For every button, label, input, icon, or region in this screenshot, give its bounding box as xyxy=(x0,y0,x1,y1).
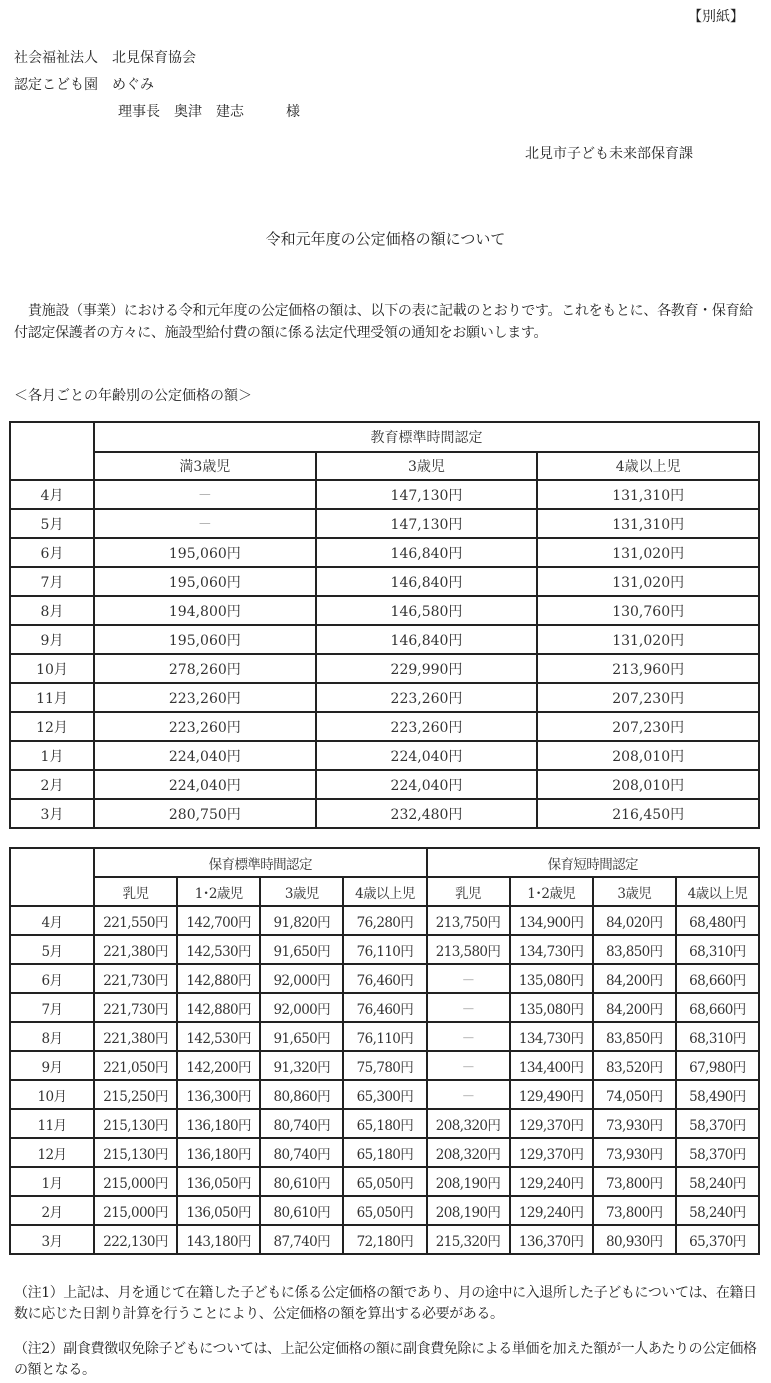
price-cell: 208,010円 xyxy=(537,741,759,770)
price-cell: 80,740円 xyxy=(260,1109,343,1138)
price-cell: 58,240円 xyxy=(676,1196,759,1225)
price-cell: 58,240円 xyxy=(676,1167,759,1196)
price-cell: 142,880円 xyxy=(177,964,260,993)
sender: 北見市子ども未来部保育課 xyxy=(525,146,693,162)
price-cell: 80,930円 xyxy=(593,1225,676,1254)
price-cell: 91,650円 xyxy=(260,1022,343,1051)
price-cell: 80,860円 xyxy=(260,1080,343,1109)
price-cell: 221,730円 xyxy=(94,993,177,1022)
price-cell: 84,020円 xyxy=(593,906,676,935)
education-standard-time-table xyxy=(9,421,760,829)
section-label: ＜各月ごとの年齢別の公定価格の額＞ xyxy=(14,388,252,404)
month-cell: 8月 xyxy=(10,596,94,625)
price-cell: － xyxy=(94,480,316,509)
price-cell: 146,840円 xyxy=(316,625,538,654)
price-cell: 213,580円 xyxy=(427,935,510,964)
price-cell: 221,380円 xyxy=(94,1022,177,1051)
price-cell: 74,050円 xyxy=(593,1080,676,1109)
price-cell: 129,490円 xyxy=(510,1080,593,1109)
month-cell: 7月 xyxy=(10,567,94,596)
price-cell: 221,730円 xyxy=(94,964,177,993)
price-cell: 195,060円 xyxy=(94,567,316,596)
price-cell: 83,850円 xyxy=(593,1022,676,1051)
table-row xyxy=(10,799,759,828)
month-cell: 8月 xyxy=(10,1022,94,1051)
month-cell: 12月 xyxy=(10,1138,94,1167)
price-cell: 215,320円 xyxy=(427,1225,510,1254)
price-cell: 215,130円 xyxy=(94,1138,177,1167)
table-row xyxy=(10,964,759,993)
price-cell: 68,660円 xyxy=(676,964,759,993)
price-cell: 80,610円 xyxy=(260,1196,343,1225)
month-cell: 5月 xyxy=(10,935,94,964)
price-cell: 65,370円 xyxy=(676,1225,759,1254)
price-cell: 142,530円 xyxy=(177,935,260,964)
table-row xyxy=(10,1051,759,1080)
price-cell: 142,880円 xyxy=(177,993,260,1022)
month-cell: 9月 xyxy=(10,1051,94,1080)
corner-cell xyxy=(10,848,94,906)
price-cell: 135,080円 xyxy=(510,993,593,1022)
price-cell: 208,010円 xyxy=(537,770,759,799)
group-header: 保育短時間認定 xyxy=(427,848,760,877)
price-cell: 213,960円 xyxy=(537,654,759,683)
table-row xyxy=(10,1225,759,1254)
price-cell: 142,200円 xyxy=(177,1051,260,1080)
note-1: （注1）上記は、月を通じて在籍した子どもに係る公定価格の額であり、月の途中に入退所した子どもについては、在籍日数に応じた日割り計算を行うことにより、公定価格の額を算出する必要がある。 xyxy=(14,1285,757,1322)
recipient-organization: 社会福祉法人 北見保育協会 xyxy=(14,50,196,66)
price-cell: 73,800円 xyxy=(593,1196,676,1225)
month-cell: 6月 xyxy=(10,964,94,993)
table-row xyxy=(10,1080,759,1109)
price-cell: 129,240円 xyxy=(510,1167,593,1196)
price-cell: 280,750円 xyxy=(94,799,316,828)
price-cell: 92,000円 xyxy=(260,993,343,1022)
group-header: 保育標準時間認定 xyxy=(94,848,427,877)
price-cell: 58,370円 xyxy=(676,1138,759,1167)
price-cell: － xyxy=(427,1051,510,1080)
month-cell: 3月 xyxy=(10,1225,94,1254)
table-row xyxy=(10,625,759,654)
table-row xyxy=(10,993,759,1022)
price-cell: 134,900円 xyxy=(510,906,593,935)
price-cell: 129,240円 xyxy=(510,1196,593,1225)
price-cell: 136,050円 xyxy=(177,1196,260,1225)
column-header: 4歳以上児 xyxy=(343,877,426,906)
price-cell: 76,110円 xyxy=(343,1022,426,1051)
price-cell: 65,180円 xyxy=(343,1109,426,1138)
month-cell: 4月 xyxy=(10,480,94,509)
price-cell: 131,020円 xyxy=(537,567,759,596)
honorific: 様 xyxy=(286,104,300,120)
price-cell: 134,400円 xyxy=(510,1051,593,1080)
price-cell: 135,080円 xyxy=(510,964,593,993)
price-cell: 91,320円 xyxy=(260,1051,343,1080)
note-2: （注2）副食費徴収免除子どもについては、上記公定価格の額に副食費免除による単価を加えた額が一人あたりの公定価格の額となる。 xyxy=(14,1341,757,1378)
price-cell: 134,730円 xyxy=(510,935,593,964)
price-cell: 131,020円 xyxy=(537,538,759,567)
price-cell: 215,130円 xyxy=(94,1109,177,1138)
price-cell: 232,480円 xyxy=(316,799,538,828)
price-cell: 76,460円 xyxy=(343,993,426,1022)
price-cell: 208,320円 xyxy=(427,1138,510,1167)
price-cell: 143,180円 xyxy=(177,1225,260,1254)
price-cell: 224,040円 xyxy=(316,770,538,799)
price-cell: 223,260円 xyxy=(94,683,316,712)
month-cell: 1月 xyxy=(10,1167,94,1196)
price-cell: 131,310円 xyxy=(537,480,759,509)
price-cell: 72,180円 xyxy=(343,1225,426,1254)
table-row xyxy=(10,1167,759,1196)
price-cell: 67,980円 xyxy=(676,1051,759,1080)
month-cell: 11月 xyxy=(10,1109,94,1138)
price-cell: 136,050円 xyxy=(177,1167,260,1196)
price-cell: 73,930円 xyxy=(593,1138,676,1167)
price-cell: 229,990円 xyxy=(316,654,538,683)
column-header: 3歳児 xyxy=(260,877,343,906)
price-cell: 142,700円 xyxy=(177,906,260,935)
price-cell: － xyxy=(94,509,316,538)
table-row xyxy=(10,1022,759,1051)
price-cell: 80,610円 xyxy=(260,1167,343,1196)
column-header: 4歳以上児 xyxy=(676,877,759,906)
month-cell: 12月 xyxy=(10,712,94,741)
table-row xyxy=(10,683,759,712)
price-cell: 221,380円 xyxy=(94,935,177,964)
price-cell: 136,180円 xyxy=(177,1109,260,1138)
price-cell: － xyxy=(427,993,510,1022)
month-cell: 10月 xyxy=(10,654,94,683)
month-cell: 2月 xyxy=(10,1196,94,1225)
table-row xyxy=(10,567,759,596)
price-cell: 223,260円 xyxy=(316,683,538,712)
table-row xyxy=(10,1138,759,1167)
price-cell: 207,230円 xyxy=(537,712,759,741)
column-header: 3歳児 xyxy=(593,877,676,906)
price-cell: 65,300円 xyxy=(343,1080,426,1109)
price-cell: 278,260円 xyxy=(94,654,316,683)
table-row xyxy=(10,1109,759,1138)
price-cell: 208,190円 xyxy=(427,1196,510,1225)
price-cell: 223,260円 xyxy=(316,712,538,741)
table-row xyxy=(10,712,759,741)
price-cell: 134,730円 xyxy=(510,1022,593,1051)
price-cell: 68,480円 xyxy=(676,906,759,935)
month-cell: 7月 xyxy=(10,993,94,1022)
price-cell: 223,260円 xyxy=(94,712,316,741)
price-cell: 75,780円 xyxy=(343,1051,426,1080)
price-cell: 65,180円 xyxy=(343,1138,426,1167)
month-cell: 2月 xyxy=(10,770,94,799)
recipient-name: 理事長 奥津 建志 xyxy=(118,104,244,120)
price-cell: 129,370円 xyxy=(510,1138,593,1167)
month-cell: 11月 xyxy=(10,683,94,712)
price-cell: 224,040円 xyxy=(94,770,316,799)
table-row xyxy=(10,935,759,964)
price-cell: 146,840円 xyxy=(316,567,538,596)
price-cell: 131,020円 xyxy=(537,625,759,654)
price-cell: － xyxy=(427,964,510,993)
price-cell: 68,310円 xyxy=(676,1022,759,1051)
price-cell: 84,200円 xyxy=(593,993,676,1022)
price-cell: 224,040円 xyxy=(316,741,538,770)
column-header: 乳児 xyxy=(94,877,177,906)
body-paragraph: 貴施設（事業）における令和元年度の公定価格の額は、以下の表に記載のとおりです。これをもとに、各教育・保育給付認定保護者の方々に、施設型給付費の額に係る法定代理受領の通知をお願いします。 xyxy=(14,303,753,341)
price-cell: 221,550円 xyxy=(94,906,177,935)
table-row xyxy=(10,509,759,538)
price-cell: 84,200円 xyxy=(593,964,676,993)
price-cell: 92,000円 xyxy=(260,964,343,993)
corner-cell xyxy=(10,422,94,480)
price-cell: 146,580円 xyxy=(316,596,538,625)
childcare-time-table xyxy=(9,847,760,1255)
price-cell: 221,050円 xyxy=(94,1051,177,1080)
price-cell: 129,370円 xyxy=(510,1109,593,1138)
price-cell: 91,820円 xyxy=(260,906,343,935)
price-cell: 208,190円 xyxy=(427,1167,510,1196)
price-cell: 195,060円 xyxy=(94,625,316,654)
price-cell: 91,650円 xyxy=(260,935,343,964)
price-cell: 87,740円 xyxy=(260,1225,343,1254)
price-cell: 68,310円 xyxy=(676,935,759,964)
table-row xyxy=(10,538,759,567)
price-cell: 83,520円 xyxy=(593,1051,676,1080)
group-header: 教育標準時間認定 xyxy=(94,422,759,452)
price-cell: 215,250円 xyxy=(94,1080,177,1109)
price-cell: 136,370円 xyxy=(510,1225,593,1254)
column-header: 3歳児 xyxy=(316,452,538,480)
price-cell: 65,050円 xyxy=(343,1196,426,1225)
price-cell: 215,000円 xyxy=(94,1196,177,1225)
price-cell: 73,930円 xyxy=(593,1109,676,1138)
column-header: 乳児 xyxy=(427,877,510,906)
column-header: 1･2歳児 xyxy=(510,877,593,906)
table-row xyxy=(10,770,759,799)
table-row xyxy=(10,1196,759,1225)
month-cell: 6月 xyxy=(10,538,94,567)
price-cell: 68,660円 xyxy=(676,993,759,1022)
price-cell: － xyxy=(427,1022,510,1051)
attachment-label: 【別紙】 xyxy=(688,9,744,25)
price-cell: 222,130円 xyxy=(94,1225,177,1254)
recipient-facility: 認定こども園 めぐみ xyxy=(14,77,154,93)
price-cell: 76,110円 xyxy=(343,935,426,964)
price-cell: 130,760円 xyxy=(537,596,759,625)
price-cell: 136,300円 xyxy=(177,1080,260,1109)
month-cell: 3月 xyxy=(10,799,94,828)
price-cell: 58,370円 xyxy=(676,1109,759,1138)
price-cell: 136,180円 xyxy=(177,1138,260,1167)
price-cell: 207,230円 xyxy=(537,683,759,712)
price-cell: 58,490円 xyxy=(676,1080,759,1109)
month-cell: 10月 xyxy=(10,1080,94,1109)
price-cell: 147,130円 xyxy=(316,480,538,509)
month-cell: 5月 xyxy=(10,509,94,538)
price-cell: － xyxy=(427,1080,510,1109)
column-header: 1･2歳児 xyxy=(177,877,260,906)
price-cell: 131,310円 xyxy=(537,509,759,538)
price-cell: 76,280円 xyxy=(343,906,426,935)
price-cell: 83,850円 xyxy=(593,935,676,964)
table-row xyxy=(10,741,759,770)
price-cell: 80,740円 xyxy=(260,1138,343,1167)
table-row xyxy=(10,596,759,625)
table-row xyxy=(10,906,759,935)
price-cell: 208,320円 xyxy=(427,1109,510,1138)
price-cell: 195,060円 xyxy=(94,538,316,567)
price-cell: 224,040円 xyxy=(94,741,316,770)
month-cell: 1月 xyxy=(10,741,94,770)
price-cell: 73,800円 xyxy=(593,1167,676,1196)
column-header: 4歳以上児 xyxy=(537,452,759,480)
recipient-person xyxy=(118,101,300,121)
table-row xyxy=(10,480,759,509)
document-title: 令和元年度の公定価格の額について xyxy=(265,230,506,248)
price-cell: 215,000円 xyxy=(94,1167,177,1196)
price-cell: 76,460円 xyxy=(343,964,426,993)
price-cell: 65,050円 xyxy=(343,1167,426,1196)
month-cell: 4月 xyxy=(10,906,94,935)
price-cell: 194,800円 xyxy=(94,596,316,625)
price-cell: 213,750円 xyxy=(427,906,510,935)
price-cell: 147,130円 xyxy=(316,509,538,538)
price-cell: 216,450円 xyxy=(537,799,759,828)
price-cell: 142,530円 xyxy=(177,1022,260,1051)
column-header: 満3歳児 xyxy=(94,452,316,480)
table-row xyxy=(10,654,759,683)
price-cell: 146,840円 xyxy=(316,538,538,567)
month-cell: 9月 xyxy=(10,625,94,654)
